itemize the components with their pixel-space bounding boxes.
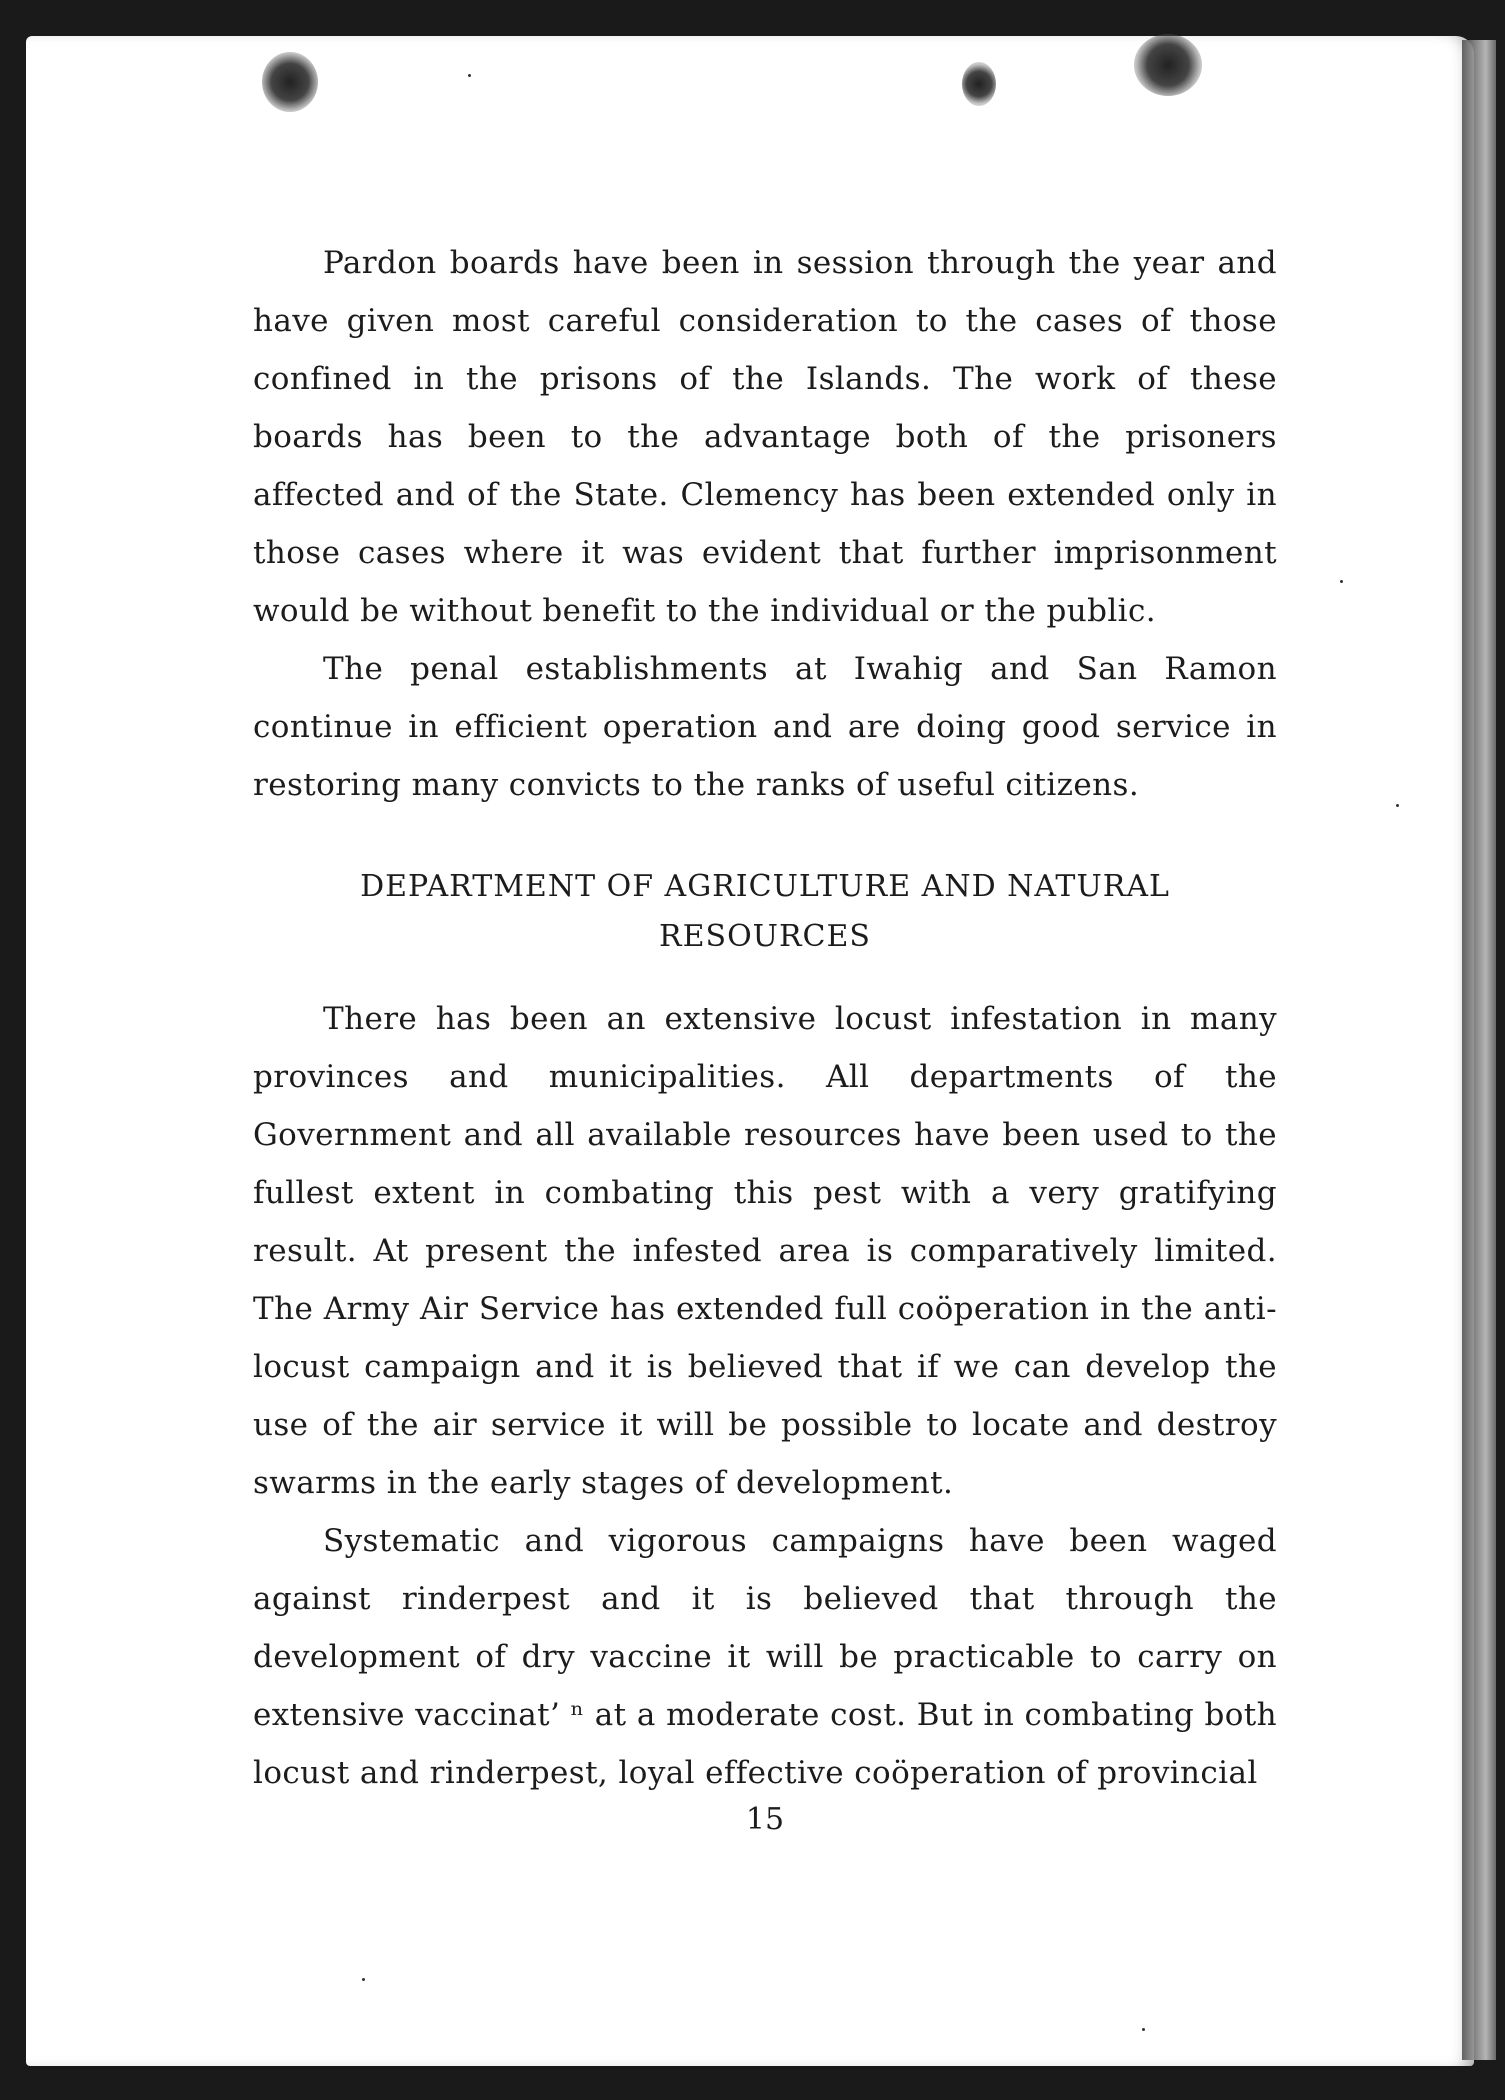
speck-mark (1396, 804, 1399, 807)
punch-hole-mark-center (962, 62, 996, 106)
speck-mark (1340, 580, 1343, 583)
speck-mark (468, 74, 471, 77)
paragraph-penal-establishments: The penal establishments at Iwahig and San Ramon continue in efficient operation and are doing good service in restoring many convicts to the ranks of useful citizens. (253, 651, 1277, 803)
speck-mark (362, 1978, 365, 1981)
punch-hole-mark-left (262, 52, 318, 112)
speck-mark (1142, 2028, 1145, 2031)
punch-hole-mark-right (1134, 34, 1202, 96)
section-heading-line-2: RESOURCES (659, 919, 871, 954)
paragraph-rinderpest-campaigns: Systematic and vigorous campaigns have been waged against rinderpest and it is believed that through the development of dry vaccine it will be practicable to carry on extensive vaccinat’ ⁿ at a moderate cost. But in combating both locust and rinderpest, loyal effective coöperation of provincial (253, 1523, 1277, 1791)
body-text-bottom (253, 990, 1277, 1802)
section-heading (253, 862, 1277, 962)
section-heading-line-1: DEPARTMENT OF AGRICULTURE AND NATURAL (360, 869, 1170, 904)
body-text-top (253, 234, 1277, 814)
page-edge-shadow (1462, 40, 1496, 2060)
page-number: 15 (745, 1802, 785, 1837)
paragraph-locust-infestation: There has been an extensive locust infestation in many provinces and municipalities. All departments of the Government and all available resources have been used to the fullest extent in combating this pest with a very gratifying result. At present the infested area is comparatively limited. The Army Air Service has extended full coöperation in the anti-locust campaign and it is believed that if we can develop the use of the air service it will be possible to locate and destroy swarms in the early stages of development. (253, 1001, 1277, 1501)
paragraph-pardon-boards: Pardon boards have been in session through the year and have given most careful consideration to the cases of those confined in the prisons of the Islands. The work of these boards has been to the advantage both of the prisoners affected and of the State. Clemency has been extended only in those cases where it was evident that further imprisonment would be without benefit to the individual or the public. (253, 245, 1277, 629)
